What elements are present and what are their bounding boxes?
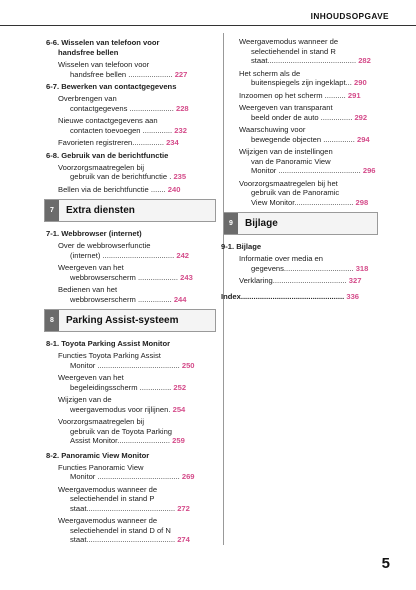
toc-entry[interactable]: Weergeven van het begeleidingsscherm ............... 252 xyxy=(58,373,187,392)
chapter-banner-7 xyxy=(44,199,216,222)
toc-entry[interactable]: Weergeven van het webbrowserscherm ................... 243 xyxy=(58,263,193,282)
toc-right-column xyxy=(221,37,378,302)
page-ref: 243 xyxy=(180,272,193,282)
chapter-number: 7 xyxy=(45,200,59,221)
toc-entry[interactable]: Inzoomen op het scherm .......... 291 xyxy=(239,90,361,100)
page-ref: 274 xyxy=(177,535,190,544)
page-ref: 252 xyxy=(173,382,187,392)
section-heading-8-2: 8-2. Panoramic View Monitor xyxy=(46,450,150,460)
toc-entry[interactable]: Over de webbrowserfunctie (internet) .................................. 242 xyxy=(58,241,190,260)
section-heading-6-8: 6-8. Gebruik van de berichtfunctie xyxy=(46,150,169,160)
page-ref: 298 xyxy=(355,197,369,207)
toc-entry[interactable]: Bellen via de berichtfunctie ....... 240 xyxy=(58,184,181,194)
page-ref: 259 xyxy=(172,436,185,445)
section-heading-9-1: 9-1. Bijlage xyxy=(221,242,262,251)
page-ref: 232 xyxy=(174,125,187,135)
toc-entry[interactable]: Overbrengen van contactgegevens ..................... 228 xyxy=(58,94,189,113)
page-ref: 272 xyxy=(177,503,190,513)
toc-entry[interactable]: Wijzigen van de weergavemodus voor rijlijnen. 254 xyxy=(58,395,186,414)
toc-entry[interactable]: Voorzorgsmaatregelen bij het gebruik van de Panoramic View Monitor............................ 298 xyxy=(239,178,369,207)
page-number: 5 xyxy=(381,555,390,572)
page-ref: 291 xyxy=(347,90,361,100)
chapter-banner-8 xyxy=(44,309,216,332)
toc-entry[interactable]: Informatie over media en gegevens................................. 318 xyxy=(239,254,369,273)
chapter-title: Parking Assist-systeem xyxy=(66,315,179,326)
toc-entry[interactable]: Voorzorgsmaatregelen bij gebruik van de Toyota Parking Assist Monitor......................... 259 xyxy=(58,417,185,445)
section-heading-6-7: 6-7. Bewerken van contactgegevens xyxy=(46,82,177,91)
toc-entry[interactable]: Weergeven van transparant beeld onder de auto ............... 292 xyxy=(239,103,368,122)
page-ref: 327 xyxy=(348,276,362,285)
page-ref: 227 xyxy=(174,69,188,79)
toc-entry[interactable]: Weergavemodus wanneer de selectiehendel in stand D of N staat.......................................... 274 xyxy=(58,516,190,544)
chapter-number: 9 xyxy=(224,213,238,234)
page-ref: 235 xyxy=(173,172,187,181)
chapter-number: 8 xyxy=(45,310,59,331)
page-ref: 282 xyxy=(358,56,371,65)
section-heading-8-1: 8-1. Toyota Parking Assist Monitor xyxy=(46,339,171,348)
page-header-title: INHOUDSOPGAVE xyxy=(310,11,389,21)
page-ref: 290 xyxy=(354,78,367,87)
index-entry[interactable]: Index................................................. 336 xyxy=(221,291,360,301)
toc-entry[interactable]: Functies Panoramic View Monitor ....................................... 269 xyxy=(58,462,195,481)
toc-entry[interactable]: Het scherm als de buitenspiegels zijn ingeklapt... 290 xyxy=(239,68,367,87)
page-ref: 254 xyxy=(172,404,186,414)
page-ref: 336 xyxy=(346,291,360,301)
toc-entry[interactable]: Waarschuwing voor bewegende objecten ............... 294 xyxy=(239,125,370,144)
page-ref: 269 xyxy=(181,472,195,481)
page-ref: 250 xyxy=(181,360,195,370)
chapter-banner-9 xyxy=(223,212,378,235)
toc-entry[interactable]: Nieuwe contactgegevens aan contacten toevoegen .............. 232 xyxy=(58,116,187,135)
page-ref: 244 xyxy=(173,294,187,304)
page-ref: 294 xyxy=(356,134,370,144)
toc-entry[interactable]: Functies Toyota Parking Assist Monitor ....................................... 250 xyxy=(58,351,195,370)
toc-left-column xyxy=(46,38,216,548)
column-divider xyxy=(223,33,224,545)
chapter-title: Extra diensten xyxy=(66,205,135,216)
toc-entry[interactable]: Wijzigen van de instellingen van de Panoramic View Monitor ....................................... 296 xyxy=(239,147,376,175)
page-ref: 318 xyxy=(355,263,369,273)
chapter-title: Bijlage xyxy=(245,218,278,229)
toc-entry[interactable]: Weergavemodus wanneer de selectiehendel in stand R staat.......................................... 282 xyxy=(239,37,371,65)
toc-entry[interactable]: Favorieten registreren............... 234 xyxy=(58,138,179,147)
page-ref: 242 xyxy=(176,250,190,260)
page-ref: 228 xyxy=(175,103,189,113)
section-heading-7-1: 7-1. Webbrowser (internet) xyxy=(46,229,142,238)
page-ref: 292 xyxy=(354,112,368,122)
header-rule xyxy=(0,25,416,26)
toc-entry[interactable]: Verklaring................................... 327 xyxy=(239,276,362,285)
page-ref: 296 xyxy=(362,166,376,175)
toc-entry[interactable]: Wisselen van telefoon voor handsfree bellen ..................... 227 xyxy=(58,60,188,79)
toc-entry[interactable]: Bedienen van het webbrowserscherm ................ 244 xyxy=(58,285,187,304)
page-ref: 234 xyxy=(166,138,179,147)
toc-entry[interactable]: Weergavemodus wanneer de selectiehendel in stand P staat.......................................... 272 xyxy=(58,484,190,513)
page-ref: 240 xyxy=(167,184,181,194)
section-heading-6-6: 6-6. Wisselen van telefoon voor handsfree bellen xyxy=(46,38,160,57)
toc-entry[interactable]: Voorzorgsmaatregelen bij gebruik van de berichtfunctie . 235 xyxy=(58,162,187,181)
